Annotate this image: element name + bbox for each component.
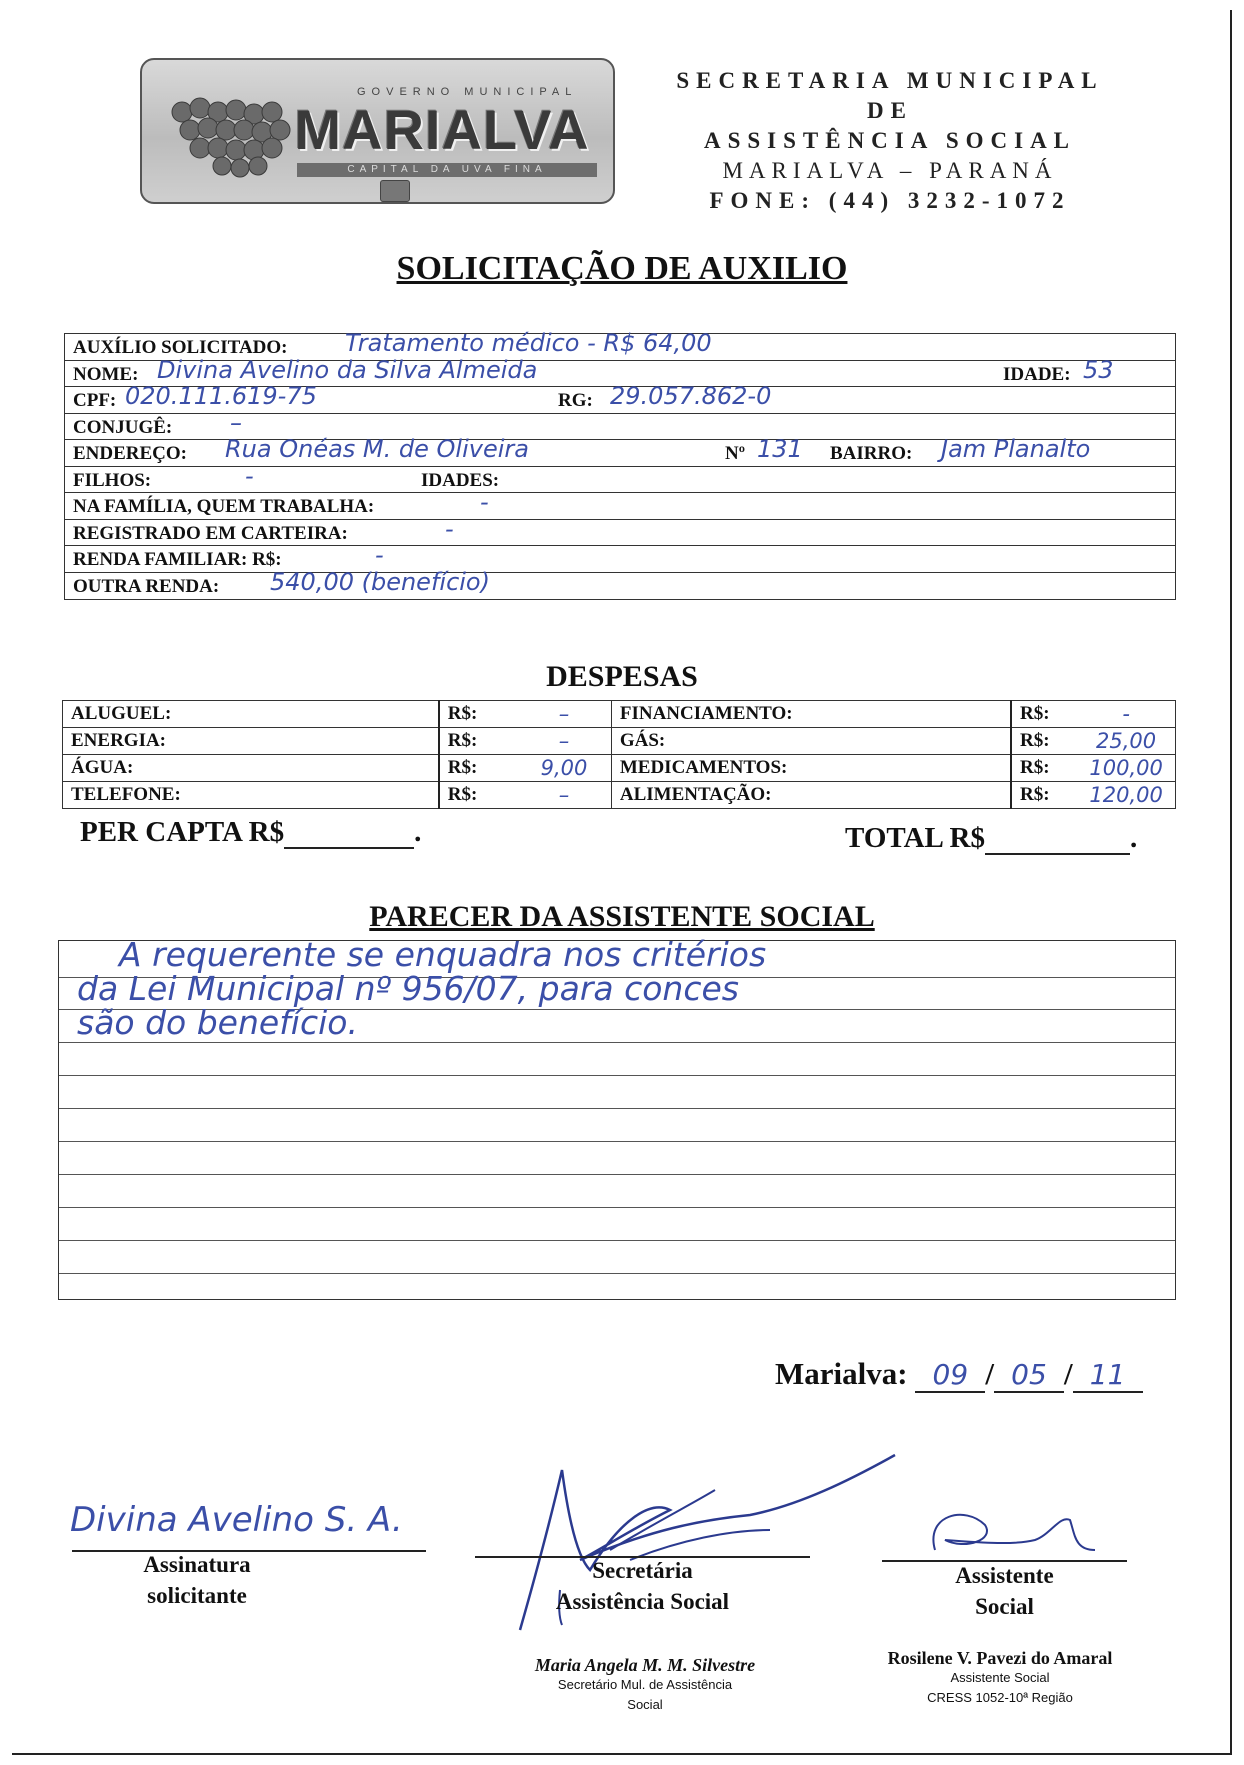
bairro-label: BAIRRO: [830, 443, 913, 464]
secretaria-stamp-name: Maria Angela M. M. Silvestre [534, 1655, 756, 1675]
trabalha-value[interactable]: - [480, 488, 489, 516]
parecer-line-2: da Lei Municipal nº 956/07, para conces [77, 969, 739, 1008]
parecer-rule [59, 1108, 1175, 1109]
total-label: TOTAL R$ [845, 822, 985, 854]
secretaria-label-2: Assistência Social [555, 1589, 730, 1614]
assistente-signature [925, 1495, 1125, 1565]
despesas-row [63, 728, 1176, 755]
renda-value[interactable]: - [375, 541, 384, 569]
expense-label: MEDICAMENTOS: [611, 755, 1011, 782]
header-line-1: SECRETARIA MUNICIPAL [676, 68, 1104, 93]
date-line: Marialva: 09 / 05 / 11 [775, 1356, 1143, 1393]
per-capta: PER CAPTA R$ . [80, 816, 422, 848]
carteira-value[interactable]: - [445, 514, 454, 543]
parecer-rule [59, 1075, 1175, 1076]
expense-value[interactable]: – [517, 701, 611, 728]
assistente-stamp [860, 1648, 1140, 1708]
secretaria-stamp-role-2: Social [627, 1697, 663, 1712]
header-line-4: MARIALVA – PARANÁ [722, 158, 1058, 183]
auxilio-label: AUXÍLIO SOLICITADO: [73, 337, 288, 358]
filhos-label: FILHOS: [73, 469, 152, 491]
secretaria-label [520, 1555, 765, 1617]
form-row-renda [65, 541, 1175, 573]
form-row-carteira [65, 514, 1175, 547]
parecer-rule [59, 1042, 1175, 1043]
header-line-3: ASSISTÊNCIA SOCIAL [703, 128, 1077, 153]
nome-label: NOME: [73, 363, 139, 385]
numero-value[interactable]: 131 [757, 435, 803, 463]
expense-label: ÁGUA: [63, 755, 439, 782]
header-line-5: FONE: (44) 3232-1072 [709, 188, 1071, 213]
outra-renda-value[interactable]: 540,00 (benefício) [270, 567, 490, 596]
parecer-line-3: são do benefício. [77, 1003, 358, 1042]
expense-value[interactable]: 100,00 [1077, 755, 1175, 782]
trabalha-label: NA FAMÍLIA, QUEM TRABALHA: [73, 496, 375, 517]
expense-label: ALUGUEL: [63, 701, 439, 728]
total: TOTAL R$ . [845, 822, 1138, 854]
carteira-label: REGISTRADO EM CARTEIRA: [73, 522, 348, 544]
auxilio-value[interactable]: Tratamento médico - R$ 64,00 [345, 329, 712, 357]
form-row-endereco [65, 435, 1175, 467]
idades-label: IDADES: [421, 469, 500, 491]
currency-label: R$: [439, 728, 517, 755]
expense-value[interactable]: 120,00 [1077, 782, 1175, 809]
date-label: Marialva: [775, 1356, 908, 1391]
parecer-rule [59, 1174, 1175, 1175]
endereco-label: ENDEREÇO: [73, 443, 188, 464]
parecer-rule [59, 1207, 1175, 1208]
endereco-value[interactable]: Rua Onéas M. de Oliveira [225, 435, 529, 463]
cpf-value[interactable]: 020.111.619-75 [125, 382, 317, 410]
marialva-logo [140, 58, 615, 204]
expense-value[interactable]: – [517, 782, 611, 809]
header-text [630, 66, 1150, 216]
per-capta-field[interactable] [284, 821, 414, 849]
assistente-stamp-role: Assistente Social [950, 1670, 1050, 1685]
expense-label: FINANCIAMENTO: [611, 701, 1011, 728]
secretaria-stamp [520, 1655, 770, 1715]
currency-label: R$: [439, 782, 517, 809]
solicitante-label-2: solicitante [147, 1583, 247, 1608]
header-line-2: DE [867, 98, 913, 123]
despesas-row [63, 755, 1176, 782]
seal-icon [380, 180, 410, 202]
secretaria-label-1: Secretária [592, 1558, 693, 1583]
expense-value[interactable]: 9,00 [517, 755, 611, 782]
conjuge-value[interactable]: – [230, 408, 242, 437]
logo-top-text: GOVERNO MUNICIPAL [357, 86, 578, 98]
parecer-rule [59, 1273, 1175, 1274]
applicant-form [64, 329, 1176, 600]
expense-label: GÁS: [611, 728, 1011, 755]
parecer-title: PARECER DA ASSISTENTE SOCIAL [369, 900, 875, 933]
grapes-icon [162, 82, 302, 182]
solicitante-label-1: Assinatura [143, 1552, 251, 1577]
outra-renda-label: OUTRA RENDA: [73, 575, 220, 597]
date-day[interactable]: 09 [915, 1358, 985, 1393]
currency-label: R$: [439, 701, 517, 728]
assistente-label-1: Assistente [955, 1563, 1054, 1588]
assistente-stamp-reg: CRESS 1052-10ª Região [927, 1690, 1073, 1705]
assistente-label [892, 1560, 1117, 1622]
nome-value[interactable]: Divina Avelino da Silva Almeida [157, 355, 538, 384]
despesas-row [63, 782, 1176, 809]
expense-label: ENERGIA: [63, 728, 439, 755]
form-row-outra-renda [65, 567, 1175, 600]
despesas-row [63, 701, 1176, 728]
rg-label: RG: [558, 390, 593, 411]
idade-value[interactable]: 53 [1083, 355, 1114, 384]
currency-label: R$: [1011, 728, 1077, 755]
parecer-line-1: A requerente se enquadra nos critérios [119, 935, 767, 974]
total-field[interactable] [985, 827, 1130, 855]
renda-label: RENDA FAMILIAR: R$: [73, 549, 282, 570]
cpf-label: CPF: [73, 390, 117, 411]
conjuge-label: CONJUGÊ: [73, 416, 173, 438]
assistente-stamp-name: Rosilene V. Pavezi do Amaral [887, 1648, 1113, 1668]
assistente-label-2: Social [975, 1594, 1034, 1619]
despesas-table [62, 700, 1176, 809]
expense-label: ALIMENTAÇÃO: [611, 782, 1011, 809]
filhos-value[interactable]: - [245, 461, 254, 490]
expense-label: TELEFONE: [63, 782, 439, 809]
expense-value[interactable]: – [517, 728, 611, 755]
logo-name: MARIALVA [294, 98, 590, 161]
form-row-filhos [65, 461, 1175, 494]
bairro-value[interactable]: Jam Planalto [941, 435, 1091, 463]
date-month[interactable]: 05 [994, 1358, 1064, 1393]
currency-label: R$: [1011, 755, 1077, 782]
logo-bottom-text: CAPITAL DA UVA FINA [297, 163, 597, 177]
rg-value[interactable]: 29.057.862-0 [610, 382, 772, 410]
parecer-rule [59, 1240, 1175, 1241]
despesas-title: DESPESAS [546, 660, 698, 693]
expense-value[interactable]: - [1077, 701, 1175, 728]
currency-label: R$: [1011, 782, 1077, 809]
form-row-trabalha [65, 488, 1175, 520]
numero-label: Nº [725, 443, 745, 464]
parecer-rule [59, 1141, 1175, 1142]
per-capta-label: PER CAPTA R$ [80, 816, 285, 848]
secretaria-stamp-role: Secretário Mul. de Assistência [557, 1677, 733, 1692]
solicitante-label [72, 1549, 322, 1611]
currency-label: R$: [1011, 701, 1077, 728]
currency-label: R$: [439, 755, 517, 782]
parecer-box[interactable] [58, 935, 1176, 1300]
expense-value[interactable]: 25,00 [1077, 728, 1175, 755]
page-title: SOLICITAÇÃO DE AUXILIO [396, 250, 848, 287]
solicitante-signature: Divina Avelino S. A. [70, 1500, 403, 1540]
idade-label: IDADE: [1003, 363, 1071, 385]
date-year[interactable]: 11 [1073, 1358, 1143, 1393]
